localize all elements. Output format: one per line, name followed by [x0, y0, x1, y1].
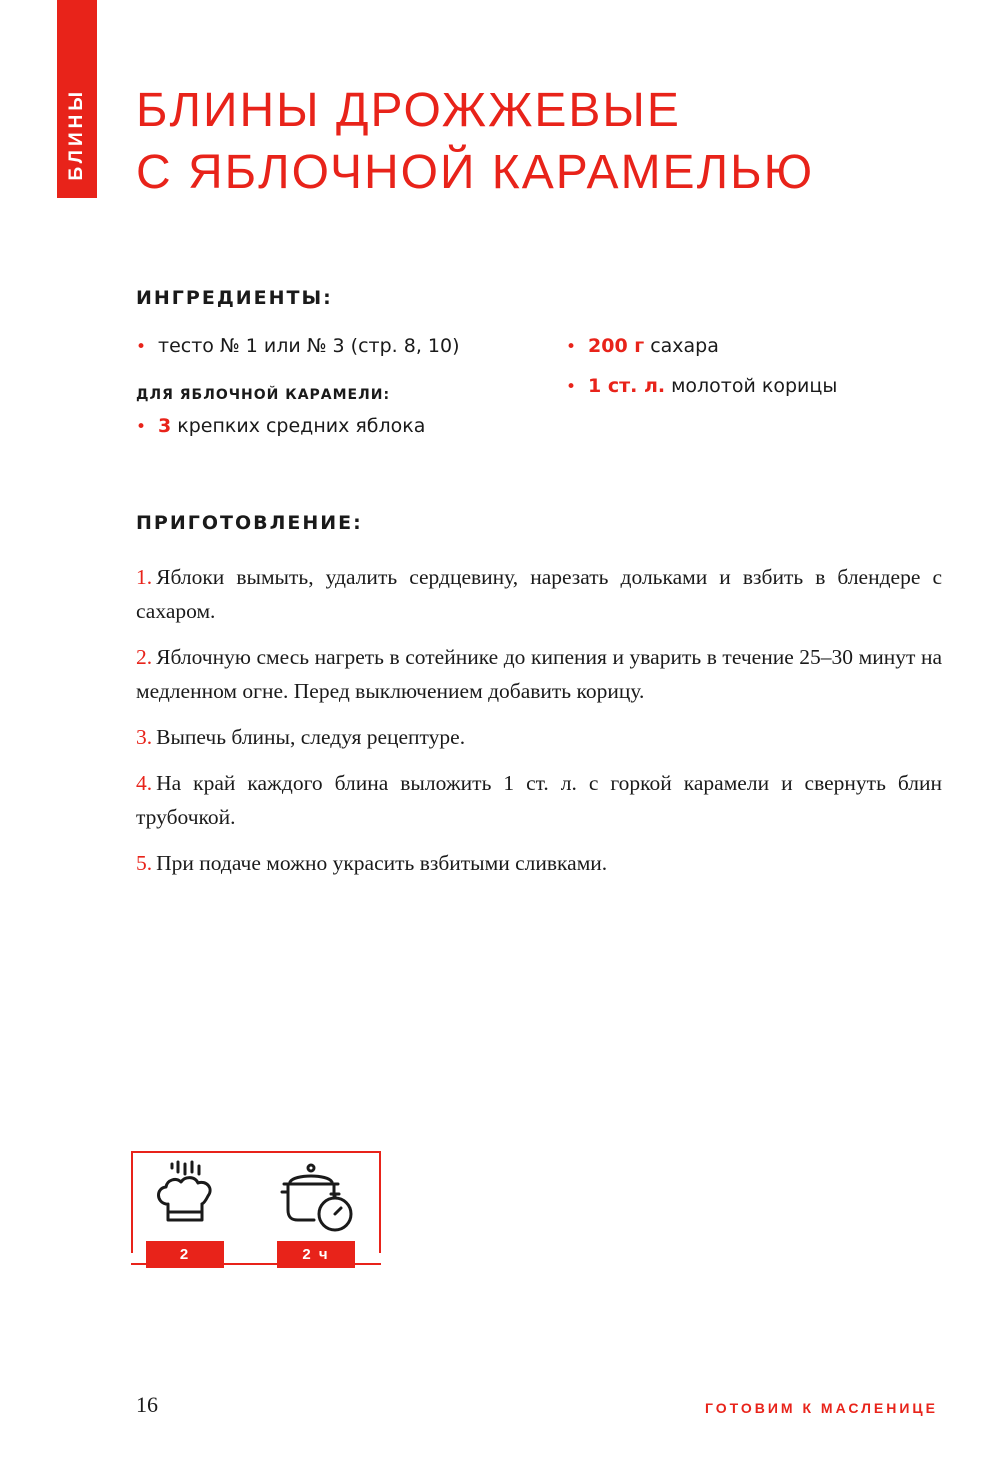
title-line-2: С ЯБЛОЧНОЙ КАРАМЕЛЬЮ: [136, 146, 815, 199]
ingredient-dough: [136, 335, 556, 375]
section-tab-label: БЛИНЫ: [66, 87, 87, 180]
step-2: [136, 640, 942, 708]
bullet-icon: •: [566, 337, 577, 357]
ingredient-text: тесто № 1 или № 3 (стр. 8, 10): [158, 335, 460, 357]
step-text: На край каждого блина выложить 1 ст. л. с горкой карамели и свернуть блин трубочкой.: [136, 771, 942, 829]
ingredients-left-column: [136, 335, 556, 455]
cooking-time-badge: 2 ч: [277, 1241, 355, 1268]
step-number: 3.: [136, 725, 153, 749]
step-text: Яблочную смесь нагреть в сотейнике до кипения и уварить в течение 25–30 минут на медленном огне. Перед выключением добавить корицу.: [136, 645, 942, 703]
ingredient-text: сахара: [650, 335, 719, 357]
step-text: Выпечь блины, следуя рецептуре.: [156, 725, 466, 749]
caramel-subheading: ДЛЯ ЯБЛОЧНОЙ КАРАМЕЛИ:: [136, 387, 391, 403]
page-title: [136, 80, 956, 204]
step-number: 1.: [136, 565, 153, 589]
ingredient-apples: [136, 415, 556, 455]
bullet-icon: •: [136, 337, 147, 357]
step-number: 2.: [136, 645, 153, 669]
ingredient-text: молотой корицы: [671, 375, 838, 397]
ingredient-qty: 200 г: [588, 335, 645, 357]
chef-hat-icon: [150, 1160, 220, 1232]
bullet-icon: •: [566, 377, 577, 397]
step-text: Яблоки вымыть, удалить сердцевину, нарезать дольками и взбить в блендере с сахаром.: [136, 565, 942, 623]
ingredient-cinnamon: [566, 375, 946, 415]
bullet-icon: •: [136, 417, 147, 437]
ingredient-text: крепких средних яблока: [177, 415, 426, 437]
step-number: 4.: [136, 771, 153, 795]
ingredient-sugar: [566, 335, 946, 375]
ingredient-qty: 1 ст. л.: [588, 375, 666, 397]
step-5: [136, 846, 942, 880]
step-1: [136, 560, 942, 628]
preparation-heading: ПРИГОТОВЛЕНИЕ:: [136, 512, 363, 534]
ingredients-heading: ИНГРЕДИЕНТЫ:: [136, 287, 333, 309]
page-number: 16: [136, 1392, 158, 1417]
step-4: [136, 766, 942, 834]
step-3: [136, 720, 942, 754]
step-number: 5.: [136, 851, 153, 875]
servings-badge: 2: [146, 1241, 224, 1268]
pot-timer-icon: [280, 1162, 356, 1234]
ingredients-right-column: [566, 335, 946, 415]
section-tab: [57, 0, 97, 198]
title-line-1: БЛИНЫ ДРОЖЖЕВЫЕ: [136, 84, 681, 137]
ingredient-qty: 3: [158, 415, 172, 437]
book-title: ГОТОВИМ К МАСЛЕНИЦЕ: [705, 1400, 938, 1416]
step-text: При подаче можно украсить взбитыми сливками.: [156, 851, 608, 875]
preparation-steps: [136, 560, 942, 892]
